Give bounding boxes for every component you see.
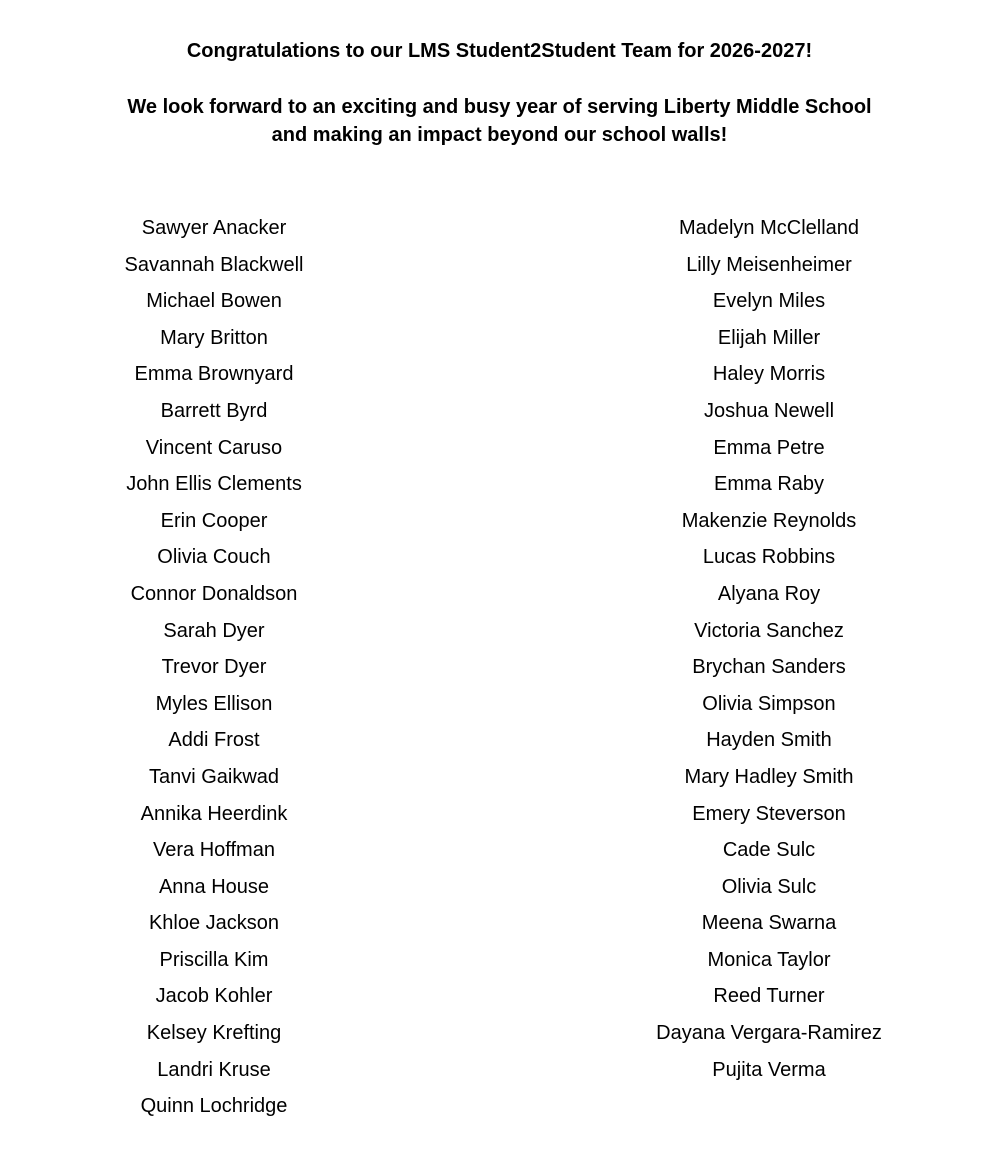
student-name: Vera Hoffman	[153, 839, 275, 862]
student-name: Olivia Simpson	[702, 692, 836, 715]
student-name: Olivia Sulc	[721, 875, 817, 898]
student-name: Vincent Caruso	[145, 436, 283, 459]
student-name: Elijah Miller	[717, 326, 821, 349]
student-name: John Ellis Clements	[126, 473, 302, 496]
student-name: Erin Cooper	[160, 509, 268, 532]
student-name: Quinn Lochridge	[140, 1095, 288, 1118]
student-name: Trevor Dyer	[161, 656, 267, 679]
student-name: Brychan Sanders	[692, 656, 846, 679]
student-name: Addi Frost	[168, 729, 260, 752]
student-name: Madelyn McClelland	[678, 217, 860, 239]
student-name: Emma Petre	[713, 436, 825, 459]
student-name: Barrett Byrd	[160, 399, 268, 422]
student-name: Hayden Smith	[706, 729, 832, 752]
student-name: Evelyn Miles	[712, 290, 826, 313]
student-name: Victoria Sanchez	[694, 619, 844, 642]
student-name: Mary Britton	[160, 326, 268, 349]
student-name: Emma Brownyard	[134, 363, 294, 386]
student-name: Monica Taylor	[707, 948, 831, 971]
name-list-left	[64, 210, 364, 1125]
student-name: Alyana Roy	[717, 582, 821, 605]
student-name: Myles Ellison	[155, 692, 273, 715]
student-name: Connor Donaldson	[130, 582, 298, 605]
subtitle-line-1: We look forward to an exciting and busy year of serving Liberty Middle School	[127, 96, 872, 118]
student-name: Kelsey Krefting	[146, 1022, 282, 1045]
student-name: Emery Steverson	[692, 802, 846, 825]
student-name: Anna House	[158, 875, 270, 898]
student-name: Pujita Verma	[712, 1058, 826, 1081]
subtitle-line-2: and making an impact beyond our school walls!	[271, 124, 728, 146]
student-name: Lucas Robbins	[702, 546, 836, 569]
student-name: Cade Sulc	[722, 839, 816, 862]
student-name: Annika Heerdink	[140, 802, 288, 825]
student-name: Michael Bowen	[146, 290, 282, 313]
student-name: Meena Swarna	[701, 912, 837, 935]
student-name: Sawyer Anacker	[141, 217, 287, 239]
student-name: Joshua Newell	[703, 399, 835, 422]
name-list-right	[619, 210, 919, 1088]
student-name: Olivia Couch	[157, 546, 271, 569]
student-name: Dayana Vergara-Ramirez	[656, 1022, 882, 1045]
student-name: Tanvi Gaikwad	[148, 765, 280, 788]
student-name: Khloe Jackson	[148, 912, 280, 935]
student-name: Savannah Blackwell	[124, 253, 304, 276]
student-name: Mary Hadley Smith	[684, 765, 854, 788]
student-name: Priscilla Kim	[159, 948, 269, 971]
page-title: Congratulations to our LMS Student2Student Team for 2026-2027!	[186, 40, 813, 62]
student-name: Landri Kruse	[157, 1058, 271, 1081]
student-name: Lilly Meisenheimer	[686, 253, 852, 276]
student-name: Emma Raby	[713, 473, 825, 496]
student-name: Haley Morris	[712, 363, 826, 386]
student-name: Reed Turner	[713, 985, 825, 1008]
student-name: Jacob Kohler	[155, 985, 273, 1008]
student-name: Makenzie Reynolds	[681, 509, 857, 532]
student-name: Sarah Dyer	[163, 619, 265, 642]
